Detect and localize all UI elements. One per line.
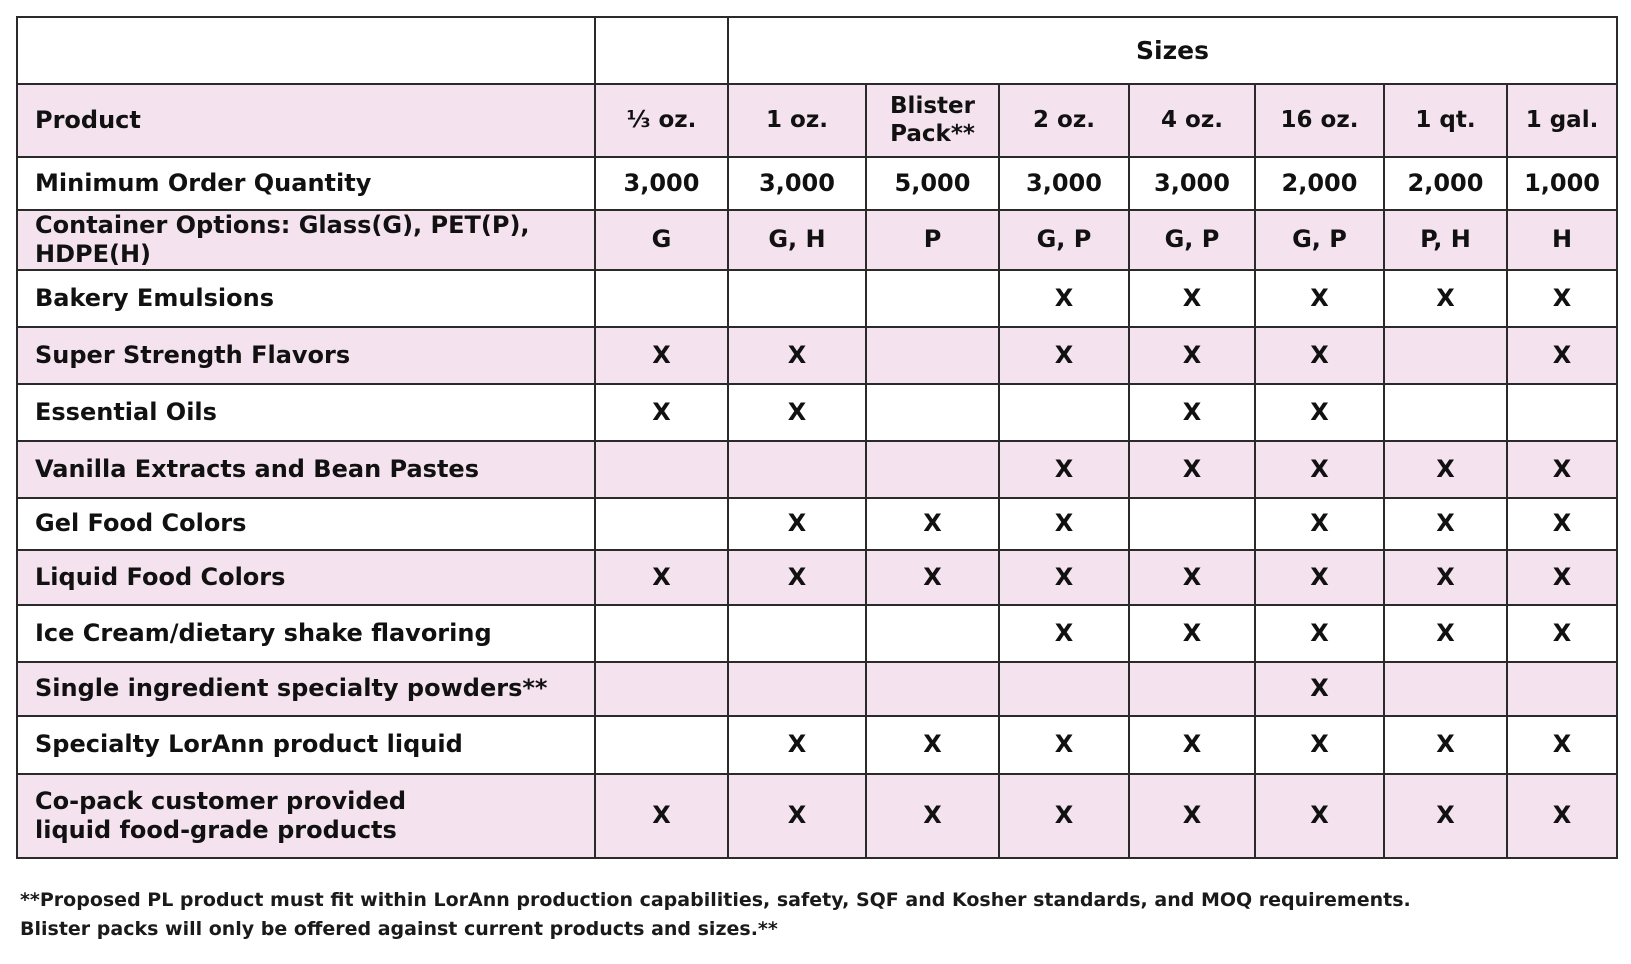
size-cell: X [999,441,1129,498]
row-label: Essential Oils [17,384,595,441]
size-cell: G, P [1255,210,1384,270]
size-cell: X [1384,716,1507,774]
size-cell: X [866,716,999,774]
table-row [17,716,1617,774]
size-cell: X [728,498,866,550]
size-cell: X [866,774,999,858]
row-label: Vanilla Extracts and Bean Pastes [17,441,595,498]
sizes-banner-row [17,17,1617,84]
table-row [17,441,1617,498]
size-cell: X [1255,327,1384,384]
size-header: Blister Pack** [866,84,999,157]
table-row [17,327,1617,384]
size-cell: X [728,550,866,605]
blank-corner-cell [17,17,595,84]
size-cell: X [595,550,728,605]
size-cell: X [999,550,1129,605]
table-row [17,210,1617,270]
size-cell: X [999,327,1129,384]
row-label: Container Options: Glass(G), PET(P), HDPE(H) [17,210,595,270]
size-cell [1129,498,1255,550]
size-cell [728,441,866,498]
size-header: 1 qt. [1384,84,1507,157]
size-cell: X [1507,441,1617,498]
row-label: Gel Food Colors [17,498,595,550]
product-header: Product [17,84,595,157]
size-cell: X [1255,498,1384,550]
size-header: 16 oz. [1255,84,1384,157]
size-cell: X [1129,441,1255,498]
size-cell: G, H [728,210,866,270]
size-cell: X [1384,270,1507,327]
size-cell: X [1255,716,1384,774]
footnote-line: **Proposed PL product must fit within LorAnn production capabilities, safety, SQF and Kosher standards, and MOQ requirements. [20,889,1411,911]
size-cell [595,716,728,774]
footnote [20,886,1411,944]
size-cell: X [1255,774,1384,858]
size-cell [866,327,999,384]
size-cell: X [1384,774,1507,858]
size-cell: G, P [999,210,1129,270]
size-cell: X [1255,270,1384,327]
row-label: Liquid Food Colors [17,550,595,605]
size-cell: P, H [1384,210,1507,270]
size-cell: X [1255,550,1384,605]
size-cell: 1,000 [1507,157,1617,210]
size-cell: G [595,210,728,270]
size-cell: 3,000 [999,157,1129,210]
row-label: Super Strength Flavors [17,327,595,384]
size-cell: 2,000 [1255,157,1384,210]
size-header: 1 gal. [1507,84,1617,157]
size-cell: X [1507,716,1617,774]
size-cell: X [1129,384,1255,441]
table-row [17,498,1617,550]
size-cell: 5,000 [866,157,999,210]
size-cell [866,662,999,716]
size-cell: X [1507,270,1617,327]
size-cell: X [1129,716,1255,774]
size-cell: X [595,384,728,441]
blank-cell [595,17,728,84]
table-row [17,774,1617,858]
size-cell [866,605,999,662]
size-cell: P [866,210,999,270]
row-label: Minimum Order Quantity [17,157,595,210]
product-size-table [16,16,1618,859]
size-cell: X [728,774,866,858]
size-cell [1507,662,1617,716]
size-cell: X [999,498,1129,550]
size-cell: X [1507,327,1617,384]
size-cell: X [1129,774,1255,858]
table-row [17,157,1617,210]
size-cell [1507,384,1617,441]
size-cell: X [1129,270,1255,327]
size-cell: X [1255,441,1384,498]
size-cell [1384,384,1507,441]
size-cell: X [1129,327,1255,384]
size-cell [728,662,866,716]
header-row [17,84,1617,157]
size-cell [1384,327,1507,384]
size-cell [866,441,999,498]
row-label: Bakery Emulsions [17,270,595,327]
size-cell [595,605,728,662]
size-cell: X [1384,605,1507,662]
size-cell: X [999,270,1129,327]
size-cell [866,384,999,441]
table-row [17,270,1617,327]
size-cell [999,384,1129,441]
size-cell: X [1384,550,1507,605]
sizes-title: Sizes [728,17,1617,84]
size-cell [866,270,999,327]
size-cell: X [728,327,866,384]
size-cell [999,662,1129,716]
size-cell: X [999,605,1129,662]
size-cell: H [1507,210,1617,270]
size-header: 4 oz. [1129,84,1255,157]
size-cell [1384,662,1507,716]
size-cell: 3,000 [728,157,866,210]
size-cell [595,441,728,498]
row-label: Specialty LorAnn product liquid [17,716,595,774]
size-cell: G, P [1129,210,1255,270]
size-cell: X [866,498,999,550]
size-matrix [16,16,1616,940]
size-cell [728,605,866,662]
table-row [17,605,1617,662]
row-label: Co-pack customer provided liquid food-grade products [17,774,595,858]
row-label: Single ingredient specialty powders** [17,662,595,716]
size-cell: X [1384,498,1507,550]
table-row [17,384,1617,441]
size-cell [595,662,728,716]
size-cell: 3,000 [595,157,728,210]
size-cell: 3,000 [1129,157,1255,210]
size-cell: X [1255,662,1384,716]
size-cell: X [999,774,1129,858]
table-row [17,550,1617,605]
size-cell: X [1384,441,1507,498]
size-cell [595,270,728,327]
size-cell [728,270,866,327]
size-cell: X [595,774,728,858]
size-cell: X [1507,774,1617,858]
table-row [17,662,1617,716]
size-cell: X [728,716,866,774]
size-cell: X [595,327,728,384]
size-cell: X [1507,605,1617,662]
table-body [17,17,1617,858]
size-header: 2 oz. [999,84,1129,157]
size-cell: X [1255,605,1384,662]
size-cell: 2,000 [1384,157,1507,210]
size-cell: X [1507,550,1617,605]
size-cell [595,498,728,550]
size-cell: X [999,716,1129,774]
size-cell: X [1129,550,1255,605]
size-cell: X [1507,498,1617,550]
size-header: ⅓ oz. [595,84,728,157]
size-header: 1 oz. [728,84,866,157]
size-cell [1129,662,1255,716]
size-cell: X [866,550,999,605]
footnote-line: Blister packs will only be offered against current products and sizes.** [20,918,778,940]
size-cell: X [1255,384,1384,441]
row-label: Ice Cream/dietary shake flavoring [17,605,595,662]
size-cell: X [1129,605,1255,662]
size-cell: X [728,384,866,441]
